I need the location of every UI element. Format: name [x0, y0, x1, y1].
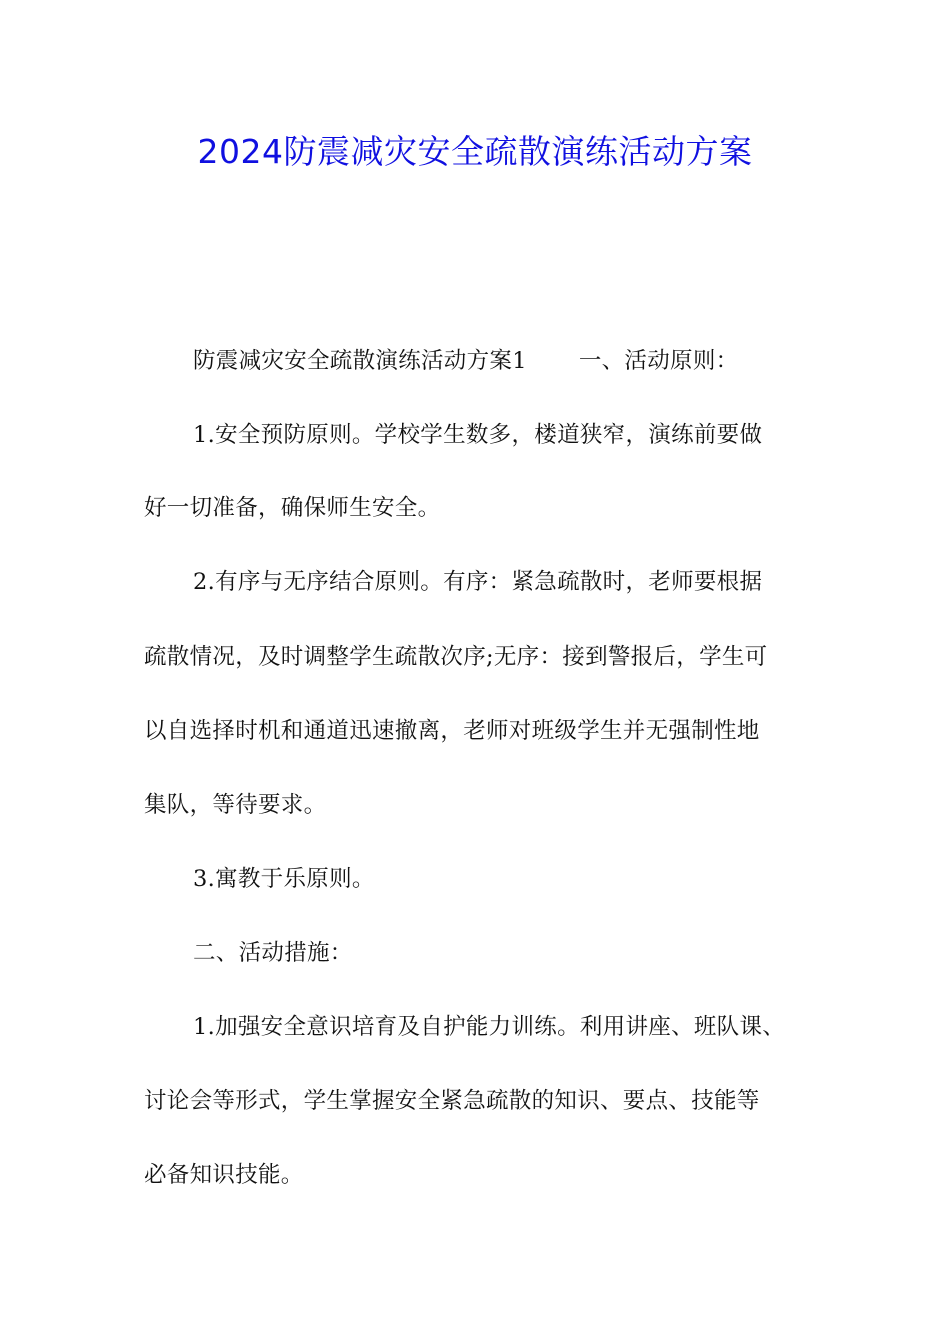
heading-line [193, 344, 738, 378]
paragraph-line: 疏散情况，及时调整学生疏散次序;无序：接到警报后，学生可 [144, 644, 768, 670]
paragraph-line: 必备知识技能。 [144, 1162, 304, 1188]
paragraph-line: 集队，等待要求。 [144, 792, 327, 818]
paragraph-line: 3.寓教于乐原则。 [193, 866, 375, 892]
section-one-heading: 一、活动原则： [578, 348, 739, 374]
paragraph-line: 1.加强安全意识培育及自护能力训练。利用讲座、班队课、 [193, 1014, 786, 1040]
plan-subtitle: 防震减灾安全疏散演练活动方案1 [193, 348, 527, 374]
paragraph-line: 2.有序与无序结合原则。有序：紧急疏散时，老师要根据 [193, 569, 763, 595]
paragraph-line: 以自选择时机和通道迅速撤离，老师对班级学生并无强制性地 [144, 718, 760, 744]
document-title: 2024防震减灾安全疏散演练活动方案 [197, 132, 753, 171]
paragraph-line: 好一切准备，确保师生安全。 [144, 495, 441, 521]
paragraph-line: 讨论会等形式，学生掌握安全紧急疏散的知识、要点、技能等 [144, 1088, 760, 1114]
paragraph-line: 1.安全预防原则。学校学生数多，楼道狭窄，演练前要做 [193, 422, 763, 448]
section-two-heading: 二、活动措施： [193, 940, 353, 966]
